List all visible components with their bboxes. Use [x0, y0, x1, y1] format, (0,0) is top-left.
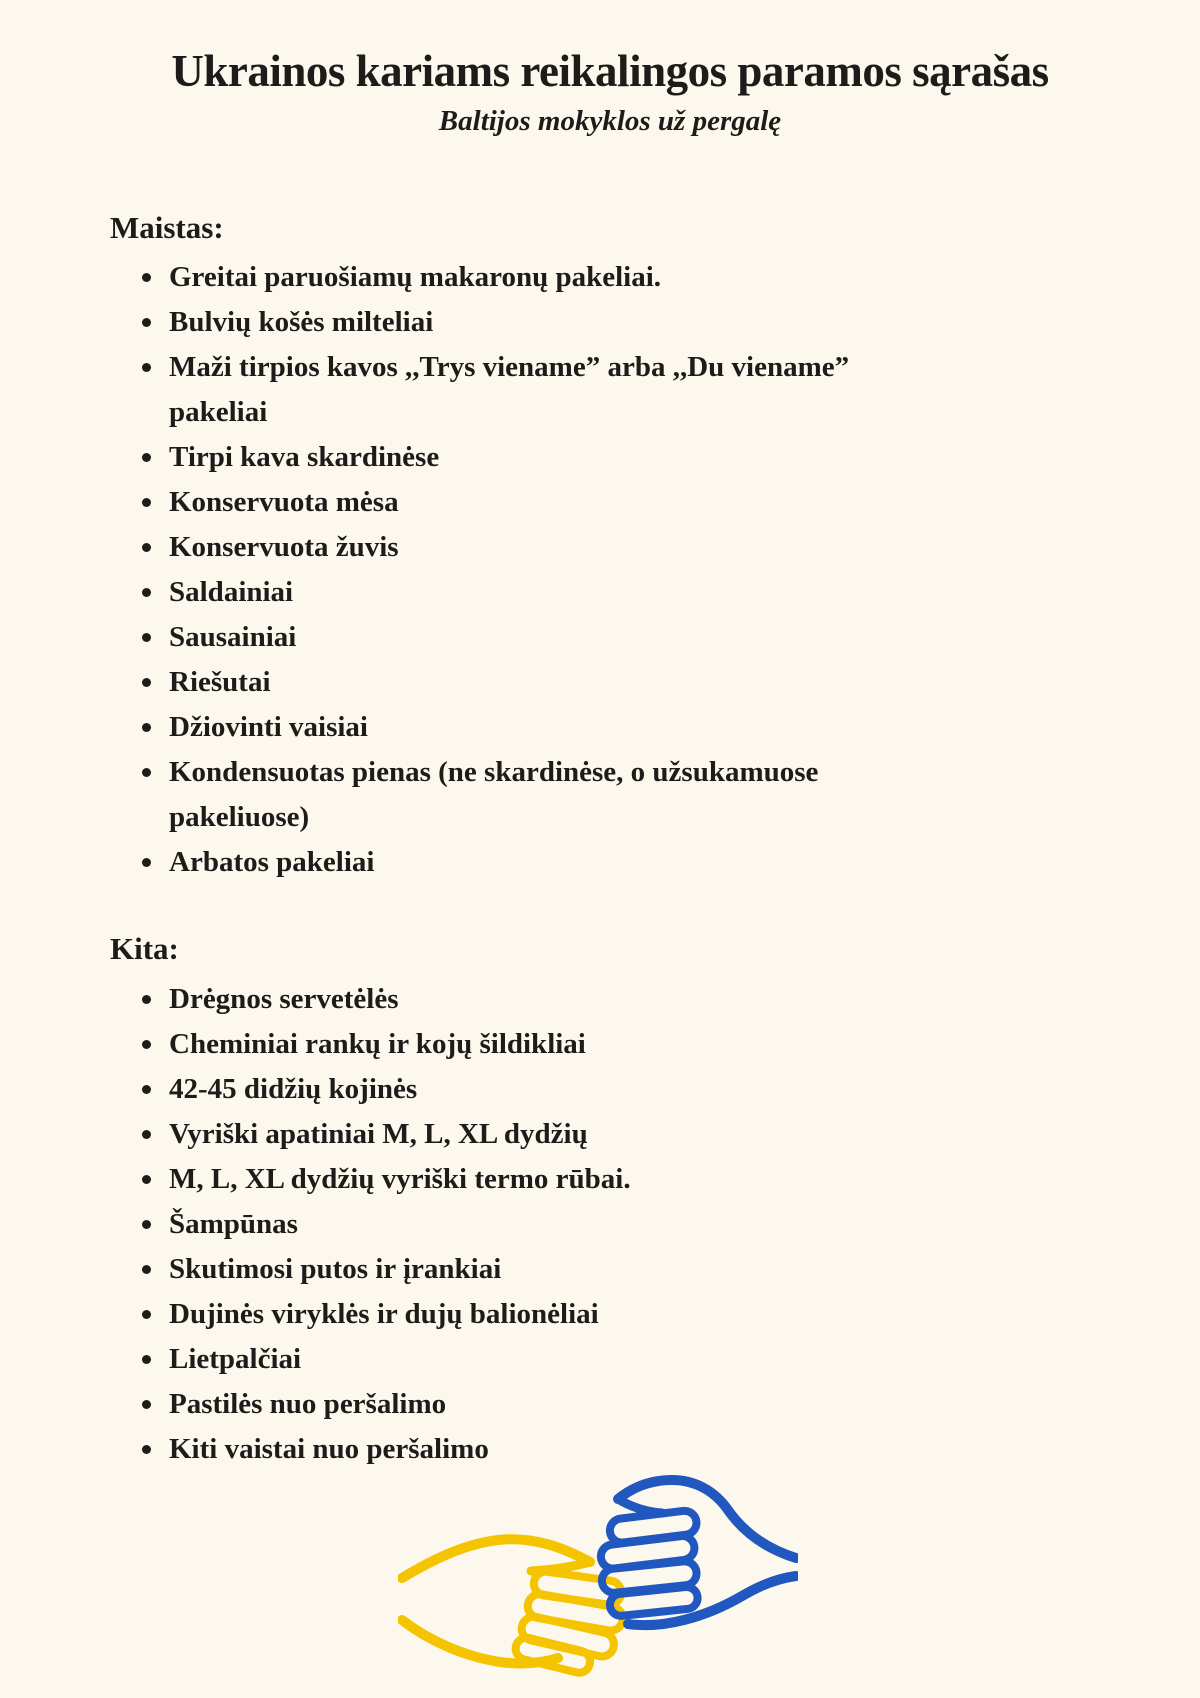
page-subtitle: Baltijos mokyklos už pergalę	[438, 104, 782, 137]
list-item: M, L, XL dydžių vyriški termo rūbai.	[142, 1157, 949, 1202]
list-item: Šampūnas	[142, 1202, 949, 1247]
bullet-list	[110, 977, 1110, 1472]
list-item: Lietpalčiai	[142, 1337, 949, 1382]
blue-hand-icon	[600, 1480, 796, 1625]
list-item: Greitai paruošiamų makaronų pakeliai.	[142, 255, 949, 300]
list-sections	[110, 210, 1110, 1472]
list-item: Kondensuotas pienas (ne skardinėse, o užsukamuose pakeliuose)	[142, 750, 949, 840]
section-heading: Maistas:	[110, 209, 224, 245]
list-item: Maži tirpios kavos ,,Trys viename” arba ,,Du viename” pakeliai	[142, 345, 949, 435]
section-heading: Kita:	[110, 931, 179, 967]
handshake-illustration	[398, 1472, 798, 1677]
list-item: Vyriški apatiniai M, L, XL dydžių	[142, 1112, 949, 1157]
list-item: Sausainiai	[142, 615, 949, 660]
list-item: Konservuota mėsa	[142, 480, 949, 525]
bullet-list	[110, 255, 1110, 885]
handshake-svg	[398, 1472, 798, 1677]
section-maistas	[110, 210, 1110, 886]
list-item: Riešutai	[142, 660, 949, 705]
list-item: Skutimosi putos ir įrankiai	[142, 1247, 949, 1292]
page-title: Ukrainos kariams reikalingos paramos sąrašas	[171, 46, 1049, 96]
list-item: Cheminiai rankų ir kojų šildikliai	[142, 1022, 949, 1067]
list-item: Konservuota žuvis	[142, 525, 949, 570]
document-header	[110, 46, 1110, 138]
list-item: 42-45 didžių kojinės	[142, 1067, 949, 1112]
list-item: Džiovinti vaisiai	[142, 705, 949, 750]
list-item: Bulvių košės milteliai	[142, 300, 949, 345]
yellow-hand-icon	[402, 1539, 625, 1675]
list-item: Tirpi kava skardinėse	[142, 435, 949, 480]
list-item: Kiti vaistai nuo peršalimo	[142, 1427, 949, 1472]
list-item: Pastilės nuo peršalimo	[142, 1382, 949, 1427]
list-item: Saldainiai	[142, 570, 949, 615]
section-kita	[110, 931, 1110, 1472]
list-item: Drėgnos servetėlės	[142, 977, 949, 1022]
list-item: Arbatos pakeliai	[142, 840, 949, 885]
list-item: Dujinės viryklės ir dujų balionėliai	[142, 1292, 949, 1337]
